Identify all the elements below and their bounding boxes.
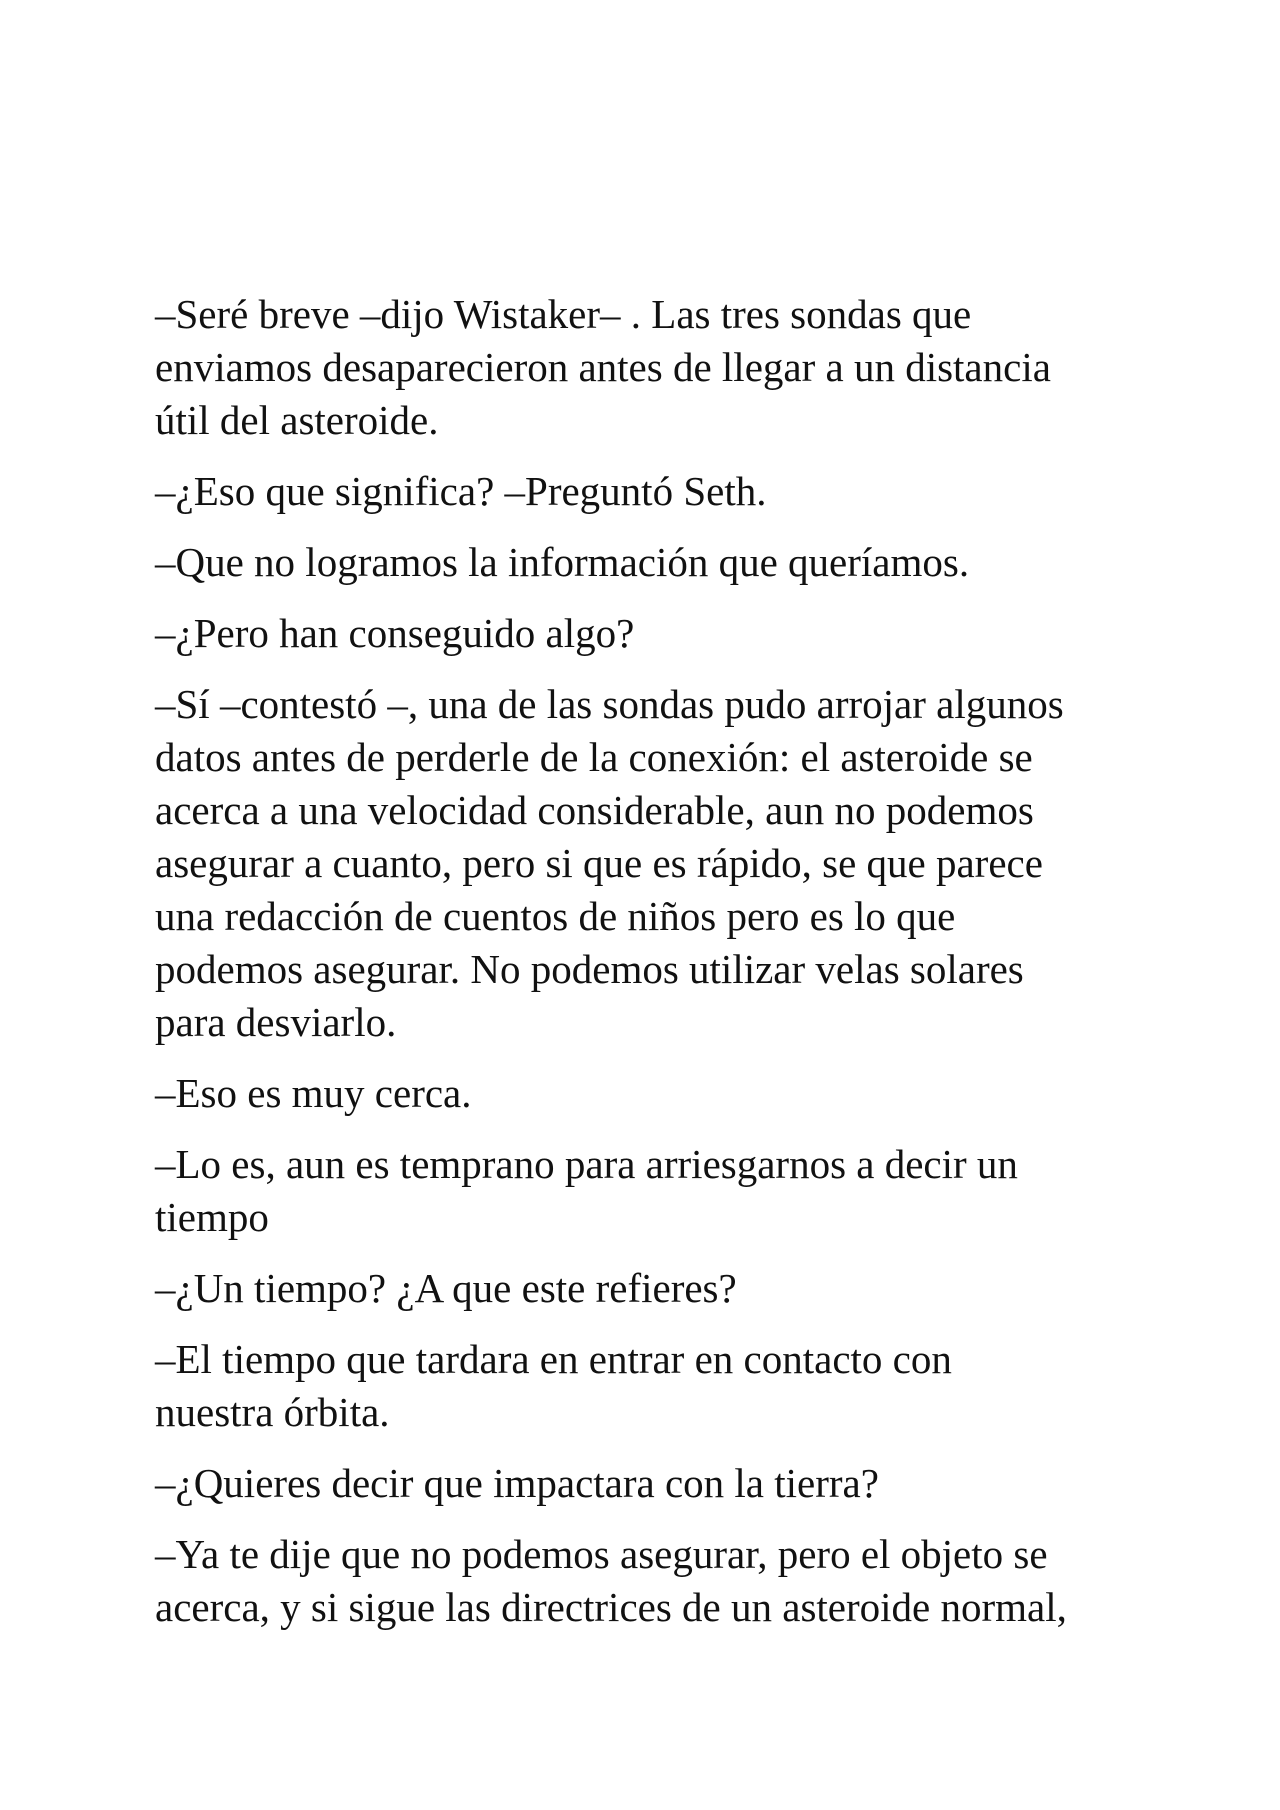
paragraph-6: –Eso es muy cerca.	[155, 1070, 472, 1116]
body-text	[155, 288, 1135, 1652]
paragraph-9: –El tiempo que tardara en entrar en contacto con nuestra órbita.	[155, 1336, 952, 1435]
paragraph-11: –Ya te dije que no podemos asegurar, pero el objeto se acerca, y si sigue las directrices de un asteroide normal,	[155, 1531, 1067, 1630]
paragraph-2: –¿Eso que significa? –Preguntó Seth.	[155, 468, 767, 514]
paragraph-3: –Que no logramos la información que queríamos.	[155, 539, 970, 585]
paragraph-1: –Seré breve –dijo Wistaker– . Las tres sondas que enviamos desaparecieron antes de llegar a un distancia útil del asteroide.	[155, 291, 1051, 443]
paragraph-7: –Lo es, aun es temprano para arriesgarnos a decir un tiempo	[155, 1141, 1018, 1240]
paragraph-8: –¿Un tiempo? ¿A que este refieres?	[155, 1265, 737, 1311]
paragraph-5: –Sí –contestó –, una de las sondas pudo arrojar algunos datos antes de perderle de la conexión: el asteroide se acerca a una velocidad considerable, aun no podemos asegurar a cuanto, pero si que es rápido, se que parece una redacción de cuentos de niños pero es lo que podemos asegurar. No podemos utilizar velas solares para desviarlo.	[155, 681, 1064, 1045]
paragraph-10: –¿Quieres decir que impactara con la tierra?	[155, 1460, 879, 1506]
paragraph-4: –¿Pero han conseguido algo?	[155, 610, 635, 656]
